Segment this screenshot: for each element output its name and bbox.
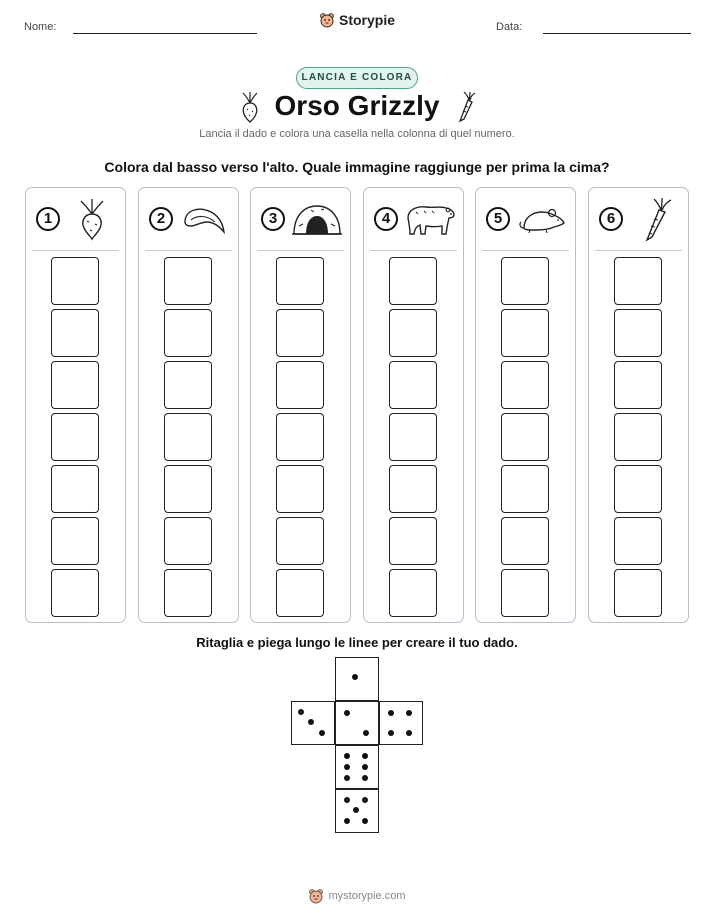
dice-face-5[interactable] xyxy=(335,789,379,833)
color-box[interactable] xyxy=(164,361,212,409)
color-box[interactable] xyxy=(276,517,324,565)
column-3 xyxy=(250,187,351,623)
beet-icon xyxy=(66,196,118,242)
color-box[interactable] xyxy=(614,517,662,565)
color-box[interactable] xyxy=(276,309,324,357)
name-label: Nome: xyxy=(24,21,57,33)
footer xyxy=(0,888,714,907)
color-box[interactable] xyxy=(51,361,99,409)
color-box[interactable] xyxy=(276,413,324,461)
color-box[interactable] xyxy=(51,309,99,357)
column-number: 2 xyxy=(149,207,173,231)
color-box[interactable] xyxy=(276,257,324,305)
color-box[interactable] xyxy=(614,413,662,461)
color-box[interactable] xyxy=(389,413,437,461)
color-box[interactable] xyxy=(614,569,662,617)
dice-face-2[interactable] xyxy=(335,701,379,745)
date-label: Data: xyxy=(496,21,523,33)
color-box[interactable] xyxy=(164,569,212,617)
color-box[interactable] xyxy=(51,257,99,305)
color-box[interactable] xyxy=(164,257,212,305)
color-box[interactable] xyxy=(276,569,324,617)
color-box[interactable] xyxy=(389,309,437,357)
column-1 xyxy=(25,187,126,623)
color-box[interactable] xyxy=(276,465,324,513)
claw-icon xyxy=(179,196,231,242)
color-box[interactable] xyxy=(276,361,324,409)
color-box[interactable] xyxy=(614,309,662,357)
column-divider xyxy=(145,250,232,251)
column-divider xyxy=(370,250,457,251)
footer-url[interactable]: mystorypie.com xyxy=(328,890,406,902)
column-number: 3 xyxy=(261,207,285,231)
mouse-icon xyxy=(516,196,568,242)
carrot-icon xyxy=(454,91,476,123)
color-box[interactable] xyxy=(389,361,437,409)
cave-icon xyxy=(291,196,343,242)
color-box[interactable] xyxy=(501,569,549,617)
dice-face-3[interactable] xyxy=(291,701,335,745)
color-box[interactable] xyxy=(614,257,662,305)
column-number: 5 xyxy=(486,207,510,231)
color-box[interactable] xyxy=(51,569,99,617)
dice-face-4[interactable] xyxy=(379,701,423,745)
column-5 xyxy=(475,187,576,623)
column-number: 6 xyxy=(599,207,623,231)
color-box[interactable] xyxy=(164,465,212,513)
dice-face-1[interactable] xyxy=(335,657,379,701)
color-box[interactable] xyxy=(614,361,662,409)
column-4 xyxy=(363,187,464,623)
column-divider xyxy=(595,250,682,251)
color-box[interactable] xyxy=(501,413,549,461)
color-box[interactable] xyxy=(389,465,437,513)
color-box[interactable] xyxy=(501,309,549,357)
page-title: Orso Grizzly xyxy=(274,90,440,121)
instruction: Colora dal basso verso l'alto. Quale immagine raggiunge per prima la cima? xyxy=(104,159,610,175)
color-box[interactable] xyxy=(51,465,99,513)
brand xyxy=(0,12,714,31)
color-box[interactable] xyxy=(164,309,212,357)
carrot-icon xyxy=(629,196,681,242)
subtitle: Lancia il dado e colora una casella nella colonna di quel numero. xyxy=(199,128,515,140)
color-box[interactable] xyxy=(164,413,212,461)
column-6 xyxy=(588,187,689,623)
color-box[interactable] xyxy=(51,517,99,565)
column-2 xyxy=(138,187,239,623)
activity-badge: LANCIA E COLORA xyxy=(296,67,418,89)
color-box[interactable] xyxy=(501,361,549,409)
color-box[interactable] xyxy=(501,465,549,513)
color-box[interactable] xyxy=(51,413,99,461)
brand-name: Storypie xyxy=(338,12,395,28)
date-line[interactable] xyxy=(543,33,691,34)
color-box[interactable] xyxy=(389,257,437,305)
bear-icon xyxy=(404,196,456,242)
column-number: 4 xyxy=(374,207,398,231)
color-box[interactable] xyxy=(614,465,662,513)
storypie-mascot-icon xyxy=(308,888,324,904)
cut-instruction: Ritaglia e piega lungo le linee per creare il tuo dado. xyxy=(196,635,518,650)
column-divider xyxy=(482,250,569,251)
column-divider xyxy=(257,250,344,251)
color-box[interactable] xyxy=(501,257,549,305)
color-box[interactable] xyxy=(501,517,549,565)
storypie-mascot-icon xyxy=(319,12,335,28)
color-box[interactable] xyxy=(164,517,212,565)
name-line[interactable] xyxy=(73,33,257,34)
dice-face-6[interactable] xyxy=(335,745,379,789)
column-number: 1 xyxy=(36,207,60,231)
color-box[interactable] xyxy=(389,569,437,617)
column-divider xyxy=(32,250,119,251)
color-box[interactable] xyxy=(389,517,437,565)
